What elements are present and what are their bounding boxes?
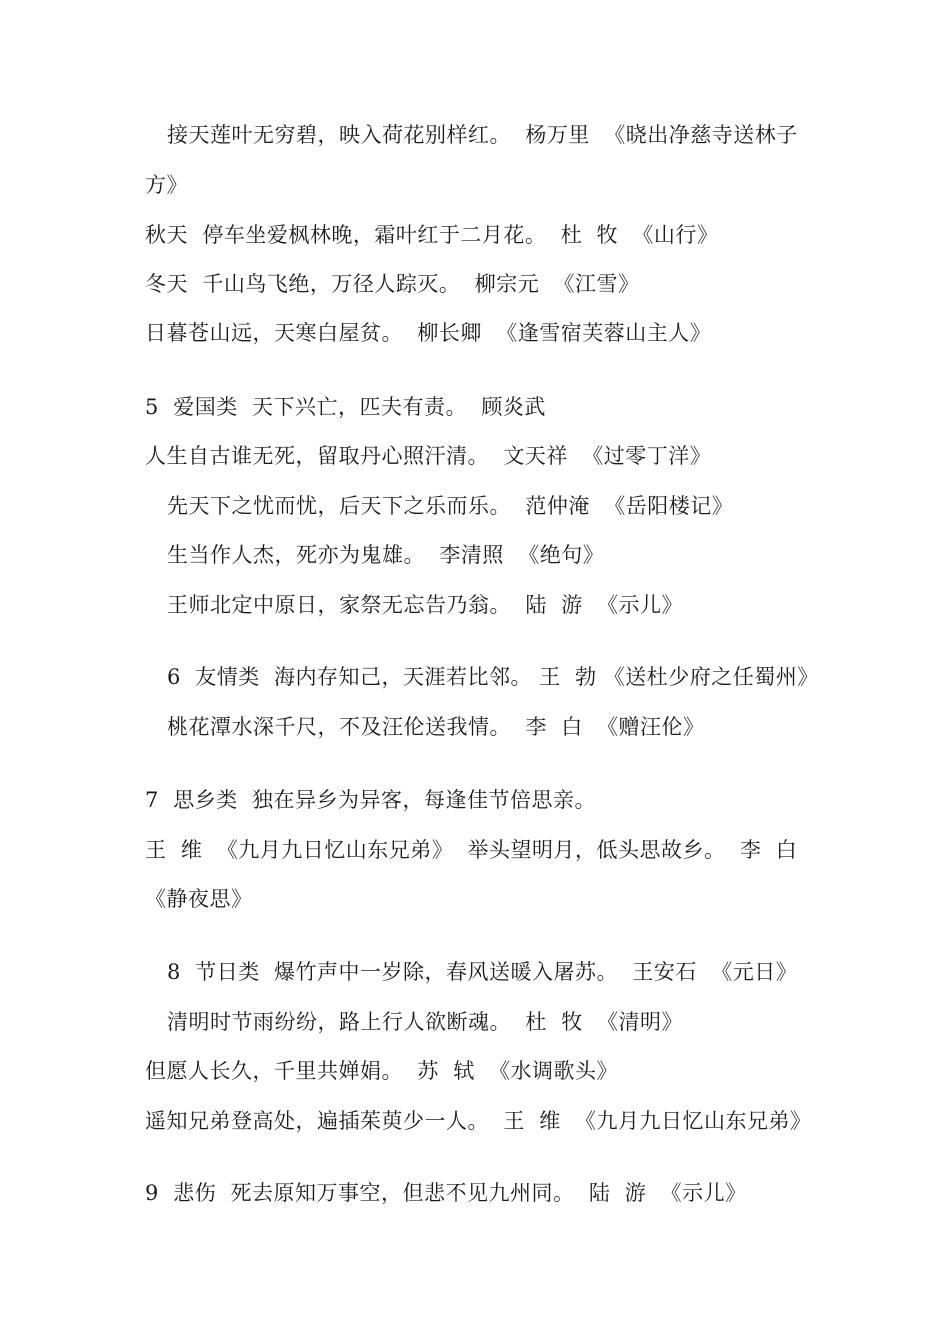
text-line: 日暮苍山远，天寒白屋贫。 柳长卿 《逢雪宿芙蓉山主人》 [145, 321, 712, 345]
section-heading-line: 9 悲伤 死去原知万事空，但悲不见九州同。 陆 游 《示儿》 [145, 1181, 747, 1205]
text-line: 人生自古谁无死，留取丹心照汗清。 文天祥 《过零丁洋》 [145, 444, 712, 468]
text-line: 遥知兄弟登高处，遍插茱萸少一人。 王 维 《九月九日忆山东兄弟》 [145, 1109, 812, 1133]
text-line: 清明时节雨纷纷，路上行人欲断魂。 杜 牧 《清明》 [167, 1010, 684, 1034]
text-line: 《静夜思》 [145, 887, 253, 911]
text-line: 先天下之忧而忧，后天下之乐而乐。 范仲淹 《岳阳楼记》 [167, 494, 734, 518]
section-heading-line: 8 节日类 爆竹声中一岁除，春风送暖入屠苏。 王安石 《元日》 [167, 960, 798, 984]
text-line: 但愿人长久，千里共婵娟。 苏 轼 《水调歌头》 [145, 1059, 619, 1083]
text-line: 接天莲叶无穷碧，映入荷花别样红。 杨万里 《晓出净慈寺送林子 [167, 123, 798, 147]
text-line: 桃花潭水深千尺，不及汪伦送我情。 李 白 《赠汪伦》 [167, 715, 705, 739]
text-line: 王 维 《九月九日忆山东兄弟》 举头望明月，低头思故乡。 李 白 [145, 838, 798, 862]
text-line: 王师北定中原日，家祭无忘告乃翁。 陆 游 《示儿》 [167, 593, 684, 617]
section-heading-line: 5 爱国类 天下兴亡，匹夫有责。 顾炎武 [145, 395, 546, 419]
text-line: 秋天 停车坐爱枫林晚，霜叶红于二月花。 杜 牧 《山行》 [145, 223, 719, 247]
text-line: 冬天 千山鸟飞绝，万径人踪灭。 柳宗元 《江雪》 [145, 272, 640, 296]
text-line: 方》 [145, 173, 188, 197]
section-heading-line: 6 友情类 海内存知己，天涯若比邻。 王 勃 《送杜少府之任蜀州》 [167, 665, 819, 689]
section-heading-line: 7 思乡类 独在异乡为异客，每逢佳节倍思亲。 [145, 788, 597, 812]
text-line: 生当作人杰，死亦为鬼雄。 李清照 《绝句》 [167, 543, 605, 567]
